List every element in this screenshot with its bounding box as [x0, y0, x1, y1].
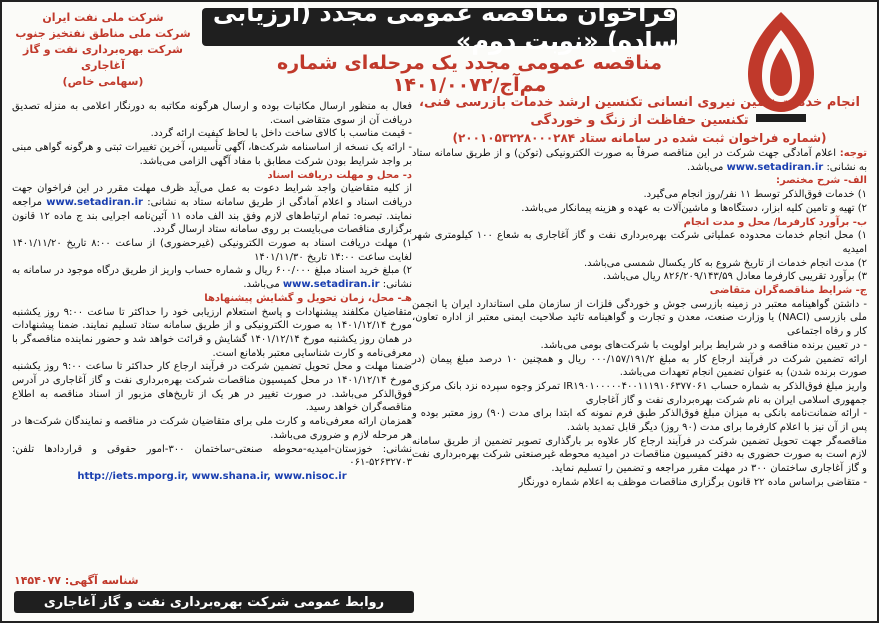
list-item: از کلیه متقاضیان واجد شرایط دعوت به عمل می‌آید ظرف مهلت مقرر در این فراخوان جهت دریافت اسناد و اعلام آمادگی از طریق سامانه ستاد به نشانی: www.setadiran.ir مراجعه نمایند. تبصره: تمام ارتباط‌های لازم وفق بند الف ماده ۱۱ آئین‌نامه اجرایی بند ج ماده ۱۲ قانون برگزاری مناقصات می‌بایست بر روی سامانه ستاد ارسال گردد.: [12, 183, 412, 236]
list-item: مناقصه‌گر جهت تحویل تضمین شرکت در فرآیند ارجاع کار علاوه بر بارگذاری تصویر تضمین از طریق سامانه لازم است به صورت حضوری به دفتر کمیسیون مناقصات در امیدیه محوطه غیرصنعتی شرکت بهره‌برداری نفت و گاز آغاجاری ساختمان ۳۰۰ در مهلت مقرر مراجعه و تضمین را تسلیم نماید.: [412, 435, 867, 475]
list-item: - در تعیین برنده مناقصه و در شرایط برابر اولویت با شرکت‌های بومی می‌باشد.: [540, 339, 867, 351]
service-title: انجام خدمات تامین نیروی انسانی تکنسین ارشد خدمات بازرسی فنی،: [419, 95, 860, 110]
list-item: واریز مبلغ فوق‌الذکر به شماره حساب IR۱۹۰۱۰۰۰۰۰۴۰۰۱۱۱۹۱۰۶۳۷۷۰۶۱ تمرکز وجوه سپرده نزد بانک مرکزی جمهوری اسلامی ایران به نام شرکت بهره‌برداری نفت و گاز آغاجاری: [412, 380, 867, 406]
list-item: ۱) مهلت دریافت اسناد به صورت الکترونیکی (غیرحضوری) از ساعت ۸:۰۰ تاریخ ۱۴۰۱/۱۱/۲۰ لغایت ساعت ۱۴:۰۰ تاریخ ۱۴۰۱/۱۱/۳۰: [12, 238, 412, 263]
section-heading: د- محل و مهلت دریافت اسناد: [267, 169, 412, 181]
call-number: (شماره فراخوان ثبت شده در سامانه ستاد ۲۰۰۱۰۵۳۲۲۸۰۰۰۲۸۴): [452, 131, 827, 145]
notice-title: [202, 0, 677, 55]
ad-id: شناسه آگهی: ۱۴۵۴۰۷۷: [14, 574, 139, 587]
setad-link[interactable]: www.setadiran.ir: [46, 196, 143, 208]
list-item: ۳) برآورد تقریبی کارفرما معادل ۸۲۶/۲۰۹/۱۴۳/۵۹ ریال می‌باشد.: [603, 271, 867, 283]
address: نشانی: خوزستان-امیدیه-محوطه صنعتی-ساختمان ۳۰۰-امور حقوقی و قراردادها تلفن: ۵۲۶۳۲۷۰۳-۰۶۱: [12, 443, 412, 469]
website-links[interactable]: http://iets.mporg.ir, www.shana.ir, www.nisoc.ir: [77, 470, 347, 482]
service-title: تکنسین حفاظت از زنگ و خوردگی: [530, 113, 749, 128]
notice-title-text: فراخوان مناقصه عمومی مجدد (ارزیابی ساده) «نوبت دوم»: [212, 0, 677, 55]
company-line: شرکت ملی نفت ایران: [42, 11, 164, 24]
company-name-block: [8, 10, 198, 90]
left-column: [12, 100, 412, 484]
list-item: فعال به منظور ارسال مکاتبات بوده و ارسال هرگونه مکاتبه به دورنگار اعلامی به منزله تصدیق دریافت آن از سوی متقاضی است.: [12, 101, 412, 126]
list-item: ۱) خدمات فوق‌الذکر توسط ۱۱ نفر/روز انجام می‌گیرد.: [643, 189, 867, 201]
list-item: ضمنا مهلت و محل تحویل تضمین شرکت در فرآیند ارجاع کار حداکثر تا ساعت ۹:۰۰ روز یکشنبه مورخ ۱۴۰۱/۱۲/۱۴ در محل کمیسیون مناقصات شرکت بهره‌برداری نفت و گاز آغاجاری در آدرس فوق‌الذکر می‌باشد. در صورت تغییر در هر یک از تاریخ‌های مزبور از اسناد مناقصه به اطلاع مناقصه‌گران خواهد رسید.: [12, 361, 413, 414]
setad-link[interactable]: www.setadiran.ir: [282, 279, 380, 291]
section-heading: الف- شرح مختصر:: [775, 175, 867, 187]
setad-link[interactable]: www.setadiran.ir: [726, 161, 824, 173]
list-item: - متقاضی براساس ماده ۲۲ قانون برگزاری مناقصات موظف به اعلام شماره دورنگار: [518, 476, 867, 488]
list-item: - داشتن گواهینامه معتبر در زمینه بازرسی جوش و خوردگی فلزات از سازمان ملی استاندارد ایران یا انجمن ملی بازرسی (NACI) یا وزارت صنعت، معدن و تجارت و گواهینامه تائید صلاحیت ایمنی معتبر از اداره تعاون، کار و رفاه اجتماعی: [412, 298, 867, 338]
list-item: - ارائه ضمانت‌نامه بانکی به میزان مبلغ فوق‌الذکر طبق فرم نمونه که ابتدا برای مدت (۹۰) روز معتبر بوده و پس از آن نیز با اعلام کارفرما برای مدت (۹۰ روز) دیگر قابل تمدید باشد.: [412, 408, 868, 434]
public-relations-footer: [14, 591, 414, 613]
section-heading: ج- شرایط مناقصه‌گران متقاضی: [709, 285, 867, 297]
list-item: ارائه تضمین شرکت در فرآیند ارجاع کار به مبلغ ۰۰۰/۱۵۷/۱۹۱/۲ ریال و همچنین ۱۰ درصد مبلغ پیمان (در صورت برنده شدن) به عنوان تضمین انجام تعهدات می‌باشد.: [412, 353, 867, 379]
list-item: ۲) تهیه و تامین کلیه ابزار، دستگاه‌ها و ماشین‌آلات به عهده و هزینه پیمانکار می‌باشد.: [521, 202, 867, 214]
section-heading: ب- برآورد کارفرما/ محل و مدت انجام: [683, 216, 867, 228]
list-item: ۱) محل انجام خدمات محدوده عملیاتی شرکت بهره‌برداری نفت و گاز آغاجاری به شعاع ۱۰۰ کیلومتری شهر امیدیه: [412, 230, 867, 255]
section-heading: هـ- محل، زمان تحویل و گشایش پیشنهادها: [204, 292, 412, 304]
list-item: ۲) مبلغ خرید اسناد مبلغ ۶۰۰/۰۰۰ ریال و شماره حساب واریز از طریق درگاه موجود در سامانه به نشانی: www.setadiran.ir می‌باشد.: [12, 265, 412, 291]
list-item: - قیمت مناسب با کالای ساخت داخل با لحاظ کیفیت ارائه گردد.: [150, 128, 412, 140]
notice-paragraph: توجه: اعلام آمادگی جهت شرکت در این مناقصه صرفاً به صورت الکترونیکی (توکن) و از طریق سامانه ستاد به نشانی: www.setadiran.ir می‌باشد.: [412, 148, 867, 173]
list-item: همزمان ارائه معرفی‌نامه و کارت ملی برای متقاضیان شرکت در مناقصه و نمایندگان شرکت‌ها در هر مرحله لازم و ضروری می‌باشد.: [12, 416, 412, 441]
list-item: - ارائه یک نسخه از اساسنامه شرکت‌ها، آگهی تأسیس، آخرین تغییرات ثبتی و هرگونه گواهی مبنی بر واجد شرایط بودن شرکت مطابق با مفاد آگهی الزامی می‌باشد.: [12, 142, 412, 167]
tender-number-subtitle: مناقصه عمومی مجدد یک مرحله‌ای شماره مم‌آج/۱۴۰۱/۰۰۷۲: [277, 52, 662, 96]
company-line: شرکت بهره‌برداری نفت و گاز آغاجاری: [23, 43, 183, 72]
right-column: [412, 94, 867, 490]
footer-text: روابط عمومی شرکت بهره‌برداری نفت و گاز آغاجاری: [43, 594, 385, 610]
company-line: شرکت ملی مناطق نفتخیز جنوب: [15, 27, 191, 40]
company-line: (سهامی خاص): [62, 75, 144, 88]
list-item: متقاضیان مکلفند پیشنهادات و پاسخ استعلام ارزیابی خود را حداکثر تا ساعت ۹:۰۰ روز یکشنبه مورخ ۱۴۰۱/۱۲/۱۴ به صورت الکترونیکی و از طریق سامانه ستاد تسلیم نمایند. ضمنا پیشنهادات در همان روز یکشنبه مورخ ۱۴۰۱/۱۲/۱۴ گشایش و قرائت خواهد شد و حضور نماینده مناقصه‌گر با معرفی‌نامه و کارت شناسایی معتبر بلامانع است.: [12, 306, 412, 359]
list-item: ۲) مدت انجام خدمات از تاریخ شروع به کار یکسال شمسی می‌باشد.: [583, 257, 867, 269]
